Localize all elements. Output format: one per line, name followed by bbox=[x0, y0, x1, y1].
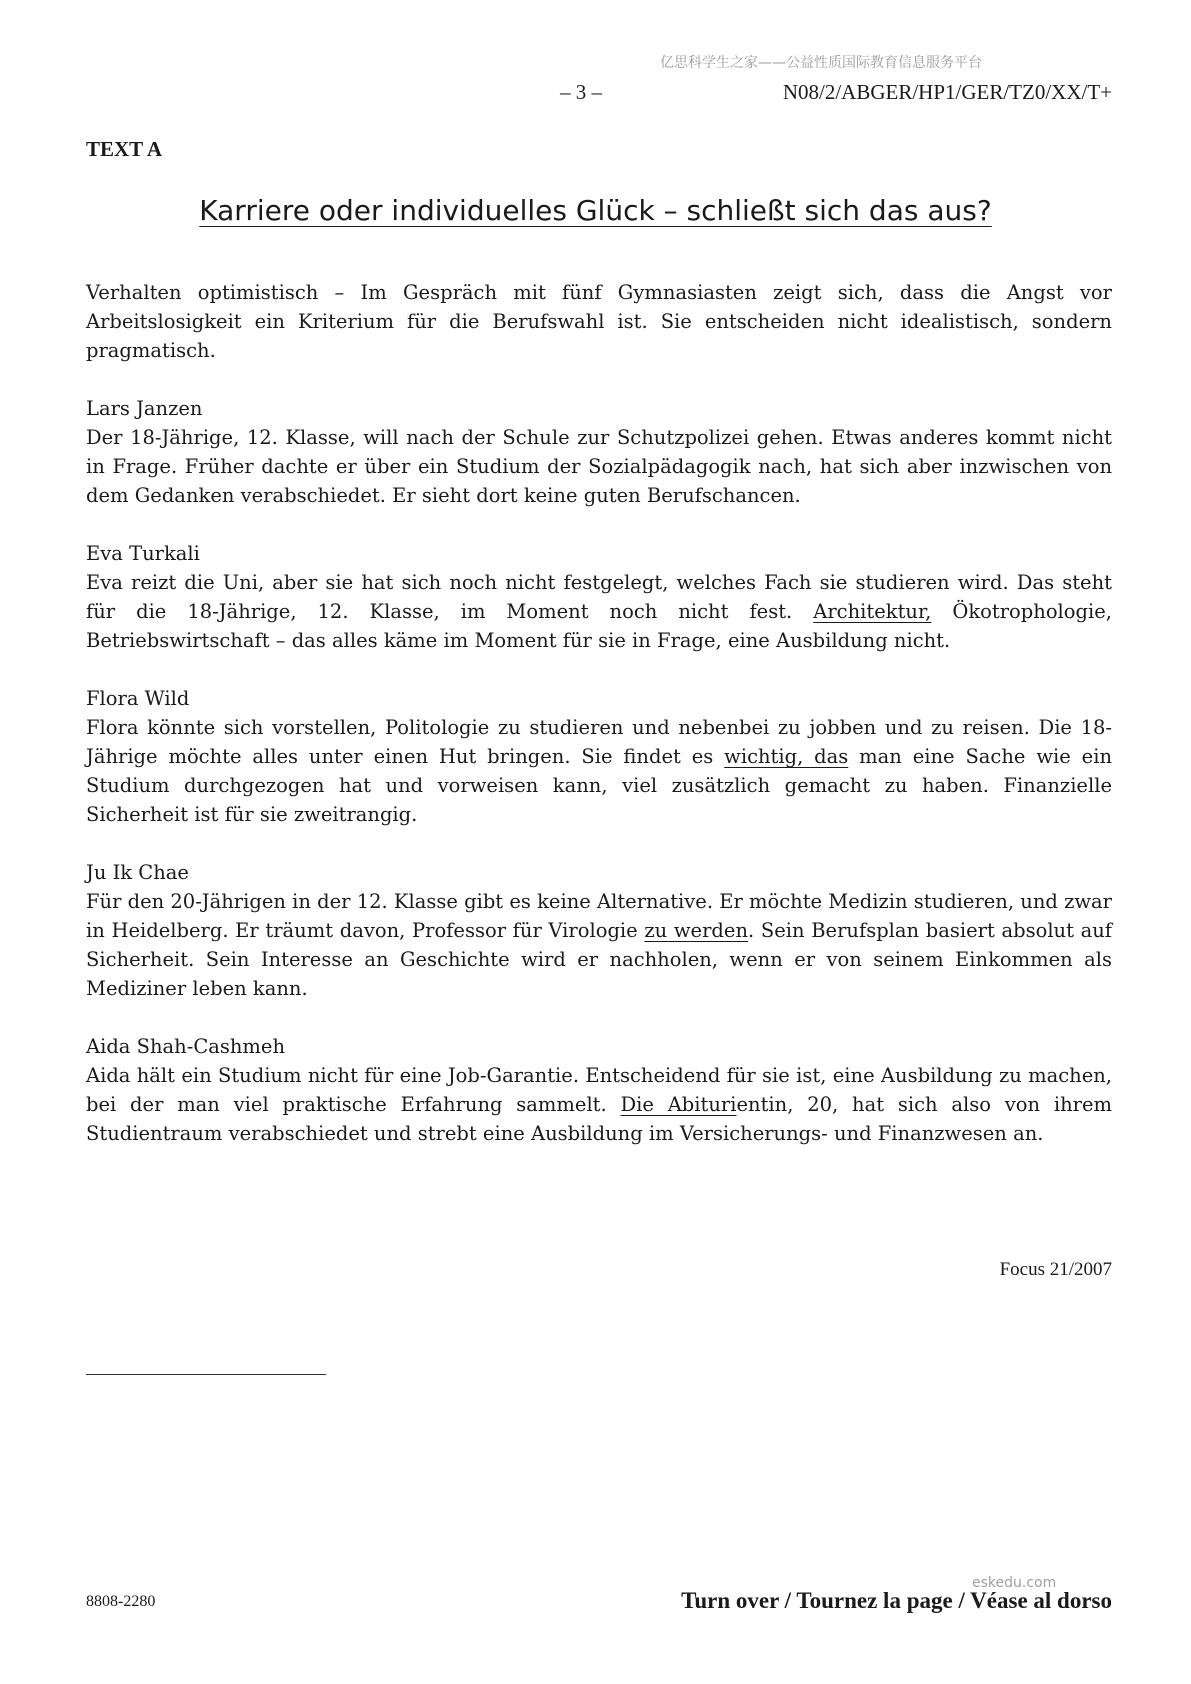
turn-over-note: Turn over / Tournez la page / Véase al dorso bbox=[681, 1588, 1112, 1613]
student-text: Der 18-Jährige, 12. Klasse, will nach der Schule zur Schutzpolizei gehen. Etwas anderes kommt nicht in Frage. Früher dachte er über ein Studium der Sozialpädagogik nach, hat sich aber inzwischen von dem Gedanken verabschiedet. Er sieht dort keine guten Berufschancen. bbox=[86, 426, 1112, 507]
student-name: Ju Ik Chae bbox=[86, 861, 189, 884]
watermark-top: 亿思科学生之家——公益性质国际教育信息服务平台 bbox=[660, 55, 982, 71]
page-number: – 3 – bbox=[560, 80, 602, 104]
intro-paragraph: Verhalten optimistisch – Im Gespräch mit fünf Gymnasiasten zeigt sich, dass die Angst vor Arbeitslosigkeit ein Kriterium für die Berufswahl ist. Sie entscheiden nicht idealistisch, sondern pragmatisch. bbox=[86, 281, 1112, 362]
exam-code: N08/2/ABGER/HP1/GER/TZ0/XX/T+ bbox=[782, 80, 1112, 104]
text-segment: Aida hält ein Studium nicht für eine Job-Garantie. Entscheidend für sie ist, eine Ausbildung zu machen, bei der man viel praktische Erfahrung sammelt. bbox=[86, 1064, 1112, 1116]
watermark-bottom: eskedu.com bbox=[972, 1575, 1057, 1591]
student-section bbox=[86, 1032, 1112, 1148]
underlined-phrase: Die Abituri bbox=[620, 1093, 737, 1116]
text-label: TEXT A bbox=[86, 137, 163, 161]
text-segment: man eine Sache wie ein Studium durchgezogen hat und vorweisen kann, viel zusätzlich gemacht zu haben. Finanzielle Sicherheit ist für sie zweitrangig. bbox=[86, 745, 1112, 826]
student-name: Lars Janzen bbox=[86, 397, 203, 420]
text-segment: entin, 20, hat sich also von ihrem Studientraum verabschiedet und strebt eine Ausbildung im Versicherungs- und Finanzwesen an. bbox=[86, 1093, 1112, 1145]
student-section bbox=[86, 539, 1112, 655]
text-segment: Eva reizt die Uni, aber sie hat sich noch nicht festgelegt, welches Fach sie studieren wird. Das steht für die 18-Jährige, 12. Klasse, im Moment noch nicht fest. bbox=[86, 571, 1112, 623]
text-segment: . Sein Berufsplan basiert absolut auf Sicherheit. Sein Interesse an Geschichte wird er nachholen, wenn er von seinem Einkommen als Mediziner leben kann. bbox=[86, 919, 1113, 1000]
student-text bbox=[86, 887, 1112, 1003]
article-title bbox=[0, 194, 1191, 227]
text-segment: Flora könnte sich vorstellen, Politologie zu studieren und nebenbei zu jobben und zu reisen. Die 18-Jährige möchte alles unter einen Hut bringen. Sie findet es bbox=[86, 716, 1112, 768]
student-section bbox=[86, 684, 1112, 829]
footnote-divider bbox=[86, 1374, 326, 1375]
student-name: Flora Wild bbox=[86, 687, 190, 710]
article-title-text: Karriere oder individuelles Glück – schließt sich das aus? bbox=[199, 194, 992, 227]
text-segment: Für den 20-Jährigen in der 12. Klasse gibt es keine Alternative. Er möchte Medizin studieren, und zwar in Heidelberg. Er träumt davon, Professor für Virologie bbox=[86, 890, 1112, 942]
student-section bbox=[86, 394, 1112, 510]
student-text bbox=[86, 568, 1112, 655]
student-text bbox=[86, 1061, 1112, 1148]
student-name: Aida Shah-Cashmeh bbox=[86, 1035, 286, 1058]
page-header bbox=[0, 80, 1191, 110]
underlined-phrase: zu werden bbox=[644, 919, 749, 942]
source-citation: Focus 21/2007 bbox=[999, 1259, 1112, 1280]
underlined-phrase: wichtig, das bbox=[724, 745, 849, 768]
text-segment: Ökotrophologie, Betriebswirtschaft – das alles käme im Moment für sie in Frage, eine Ausbildung nicht. bbox=[86, 600, 1112, 652]
student-name: Eva Turkali bbox=[86, 542, 200, 565]
student-section bbox=[86, 858, 1112, 1003]
footer-code: 8808-2280 bbox=[86, 1593, 156, 1610]
underlined-phrase: Architektur, bbox=[813, 600, 932, 623]
article-body bbox=[86, 278, 1112, 1177]
student-text bbox=[86, 713, 1112, 829]
